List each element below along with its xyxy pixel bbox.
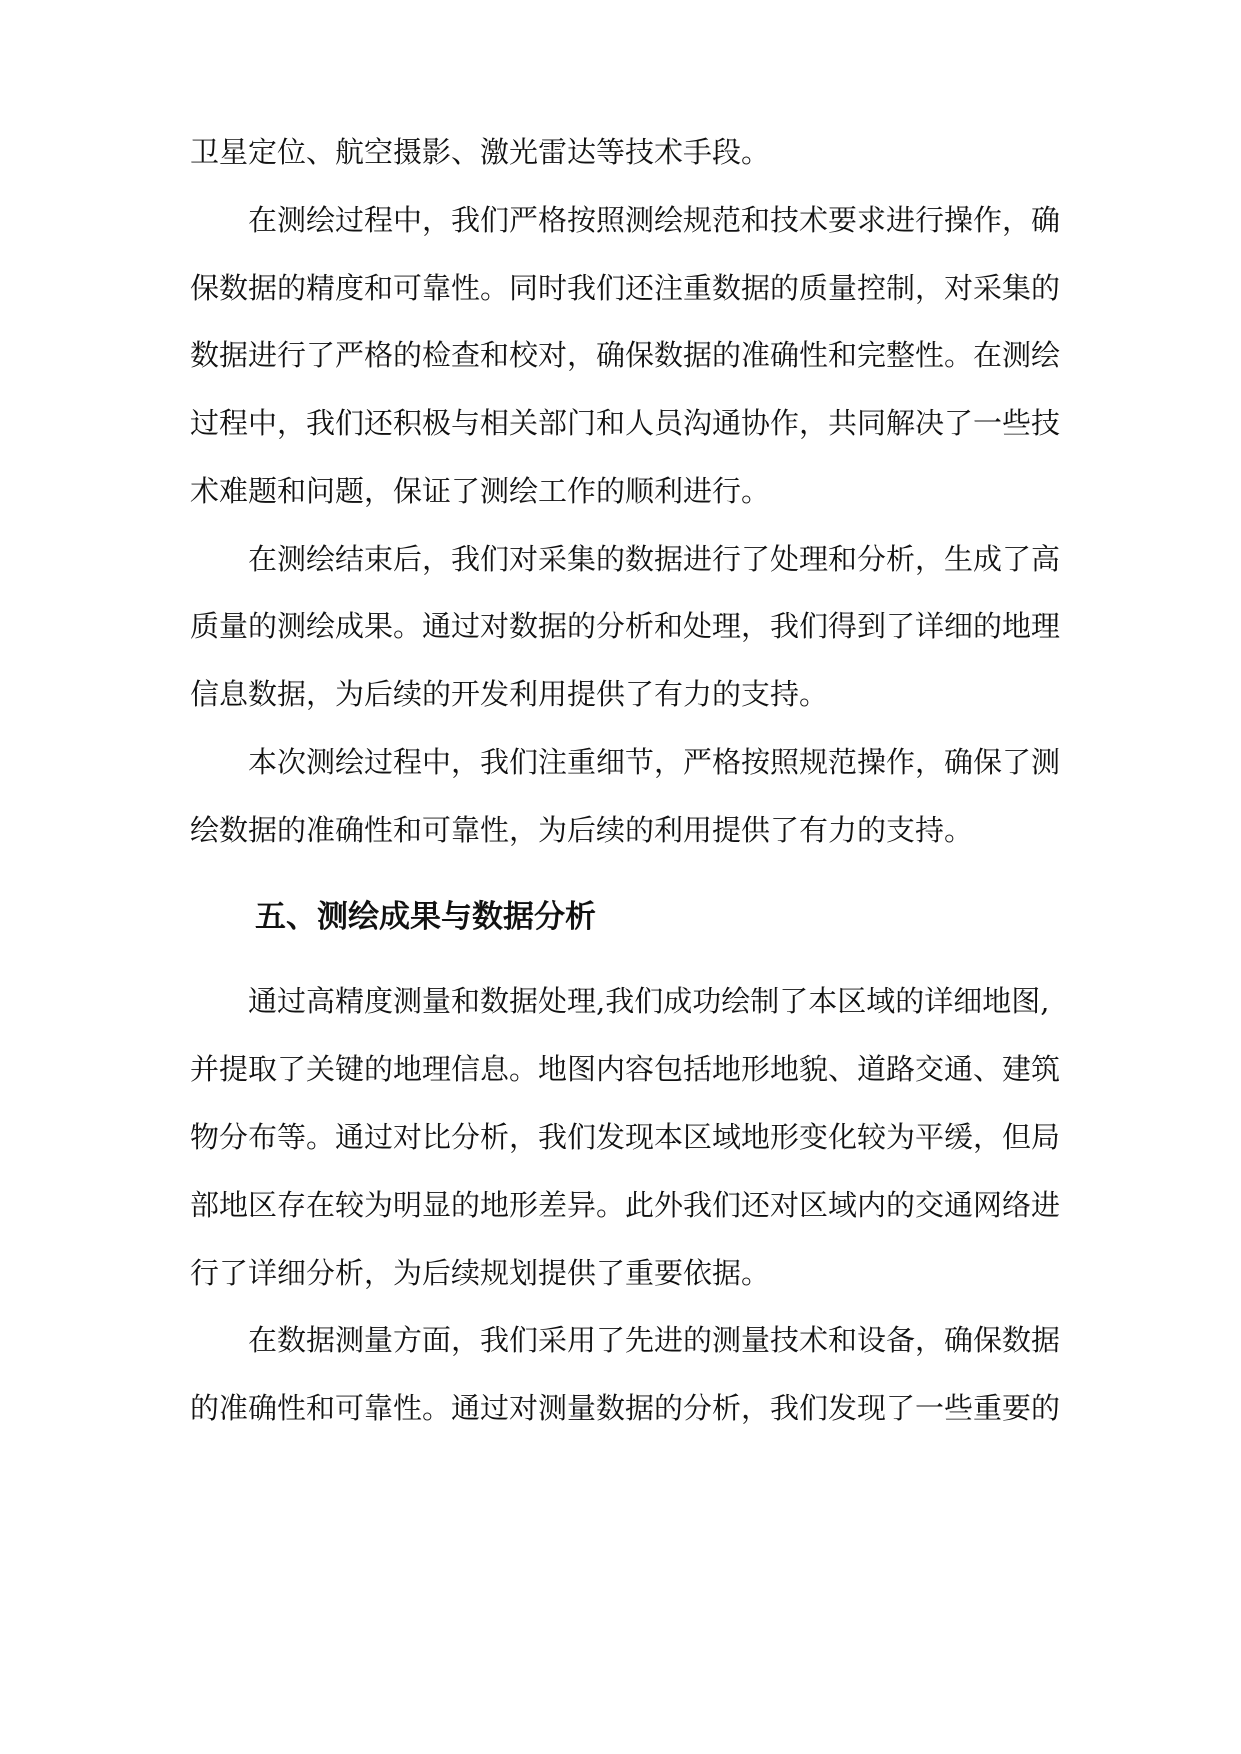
paragraph-line: 在测绘过程中，我们严格按照测绘规范和技术要求进行操作，确: [248, 203, 1061, 237]
paragraph-line: 行了详细分析，为后续规划提供了重要依据。: [190, 1256, 771, 1290]
paragraph-line: 的准确性和可靠性。通过对测量数据的分析，我们发现了一些重要的: [190, 1391, 1061, 1425]
section-heading: 五、测绘成果与数据分析: [255, 899, 596, 935]
paragraph-line: 质量的测绘成果。通过对数据的分析和处理，我们得到了详细的地理: [190, 609, 1061, 643]
paragraph-line: 数据进行了严格的检查和校对，确保数据的准确性和完整性。在测绘: [190, 338, 1061, 372]
paragraph-line: 绘数据的准确性和可靠性，为后续的利用提供了有力的支持。: [190, 813, 974, 847]
paragraph-line: 物分布等。通过对比分析，我们发现本区域地形变化较为平缓，但局: [190, 1120, 1061, 1154]
paragraph-line: 部地区存在较为明显的地形差异。此外我们还对区域内的交通网络进: [190, 1188, 1061, 1222]
paragraph-line: 过程中，我们还积极与相关部门和人员沟通协作，共同解决了一些技: [190, 406, 1061, 440]
paragraph-line: 信息数据，为后续的开发利用提供了有力的支持。: [190, 677, 829, 711]
paragraph-line: 通过高精度测量和数据处理,我们成功绘制了本区域的详细地图,: [248, 984, 1050, 1018]
paragraph-line: 并提取了关键的地理信息。地图内容包括地形地貌、道路交通、建筑: [190, 1052, 1061, 1086]
paragraph-line: 本次测绘过程中，我们注重细节，严格按照规范操作，确保了测: [248, 745, 1061, 779]
paragraph-line: 在测绘结束后，我们对采集的数据进行了处理和分析，生成了高: [248, 542, 1061, 576]
paragraph-line: 术难题和问题，保证了测绘工作的顺利进行。: [190, 474, 771, 508]
paragraph-line: 在数据测量方面，我们采用了先进的测量技术和设备，确保数据: [248, 1323, 1061, 1357]
paragraph-line: 保数据的精度和可靠性。同时我们还注重数据的质量控制，对采集的: [190, 271, 1061, 305]
paragraph-line: 卫星定位、航空摄影、激光雷达等技术手段。: [190, 135, 771, 169]
